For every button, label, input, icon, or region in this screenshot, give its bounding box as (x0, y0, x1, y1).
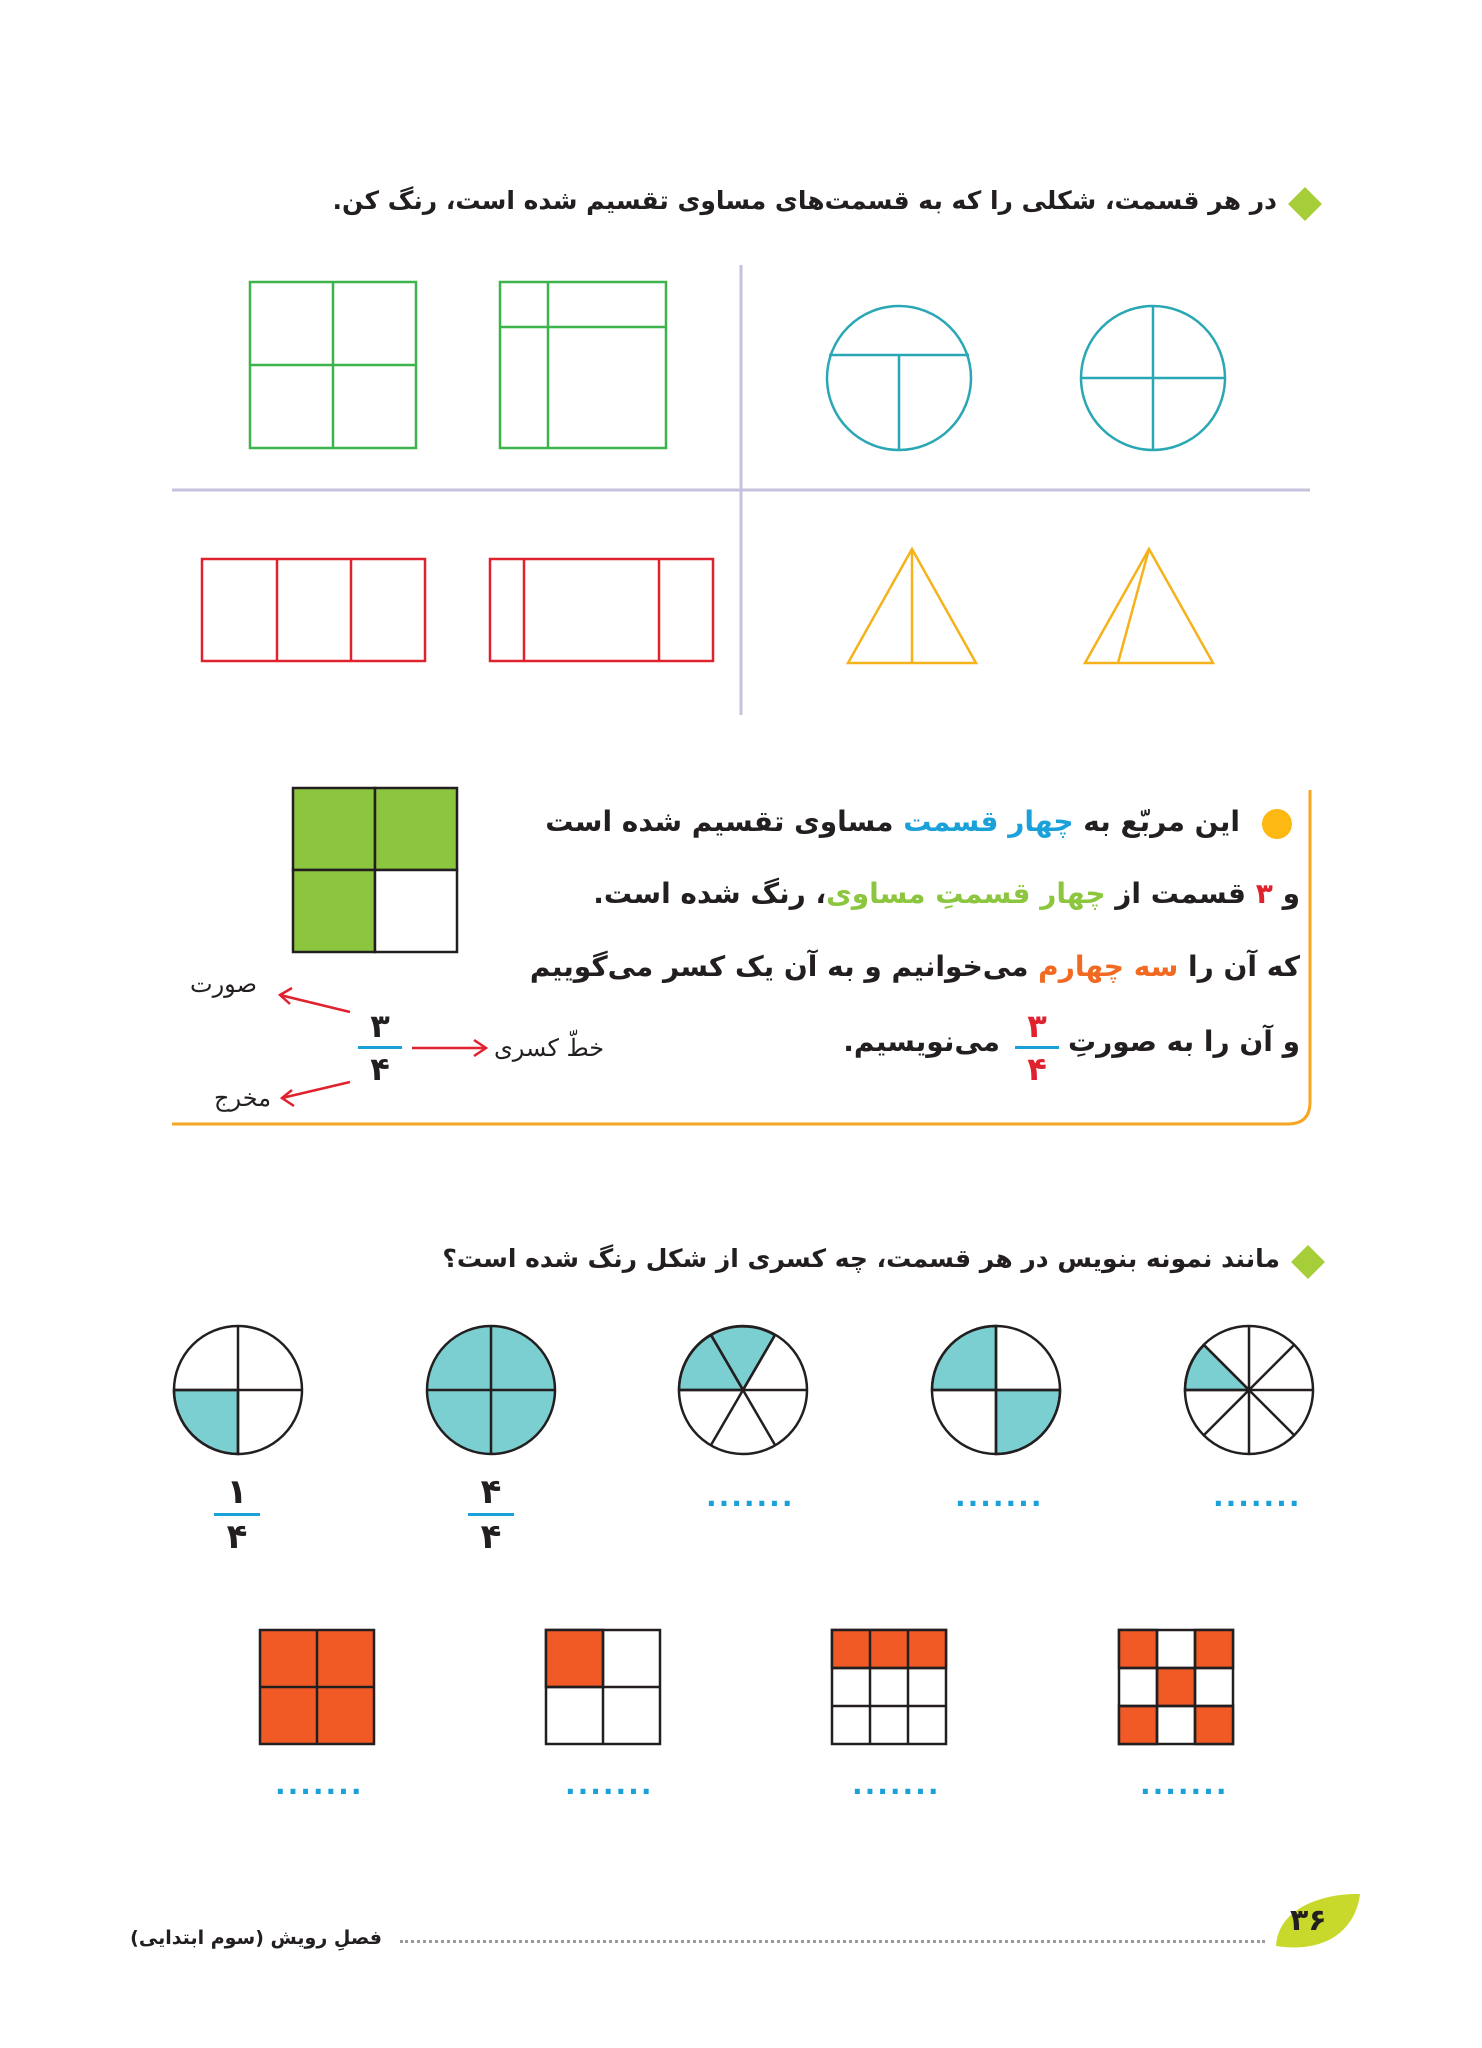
green-square-equal (250, 282, 416, 448)
circle-one-quarter (174, 1326, 302, 1454)
teal-circle-unequal (827, 306, 971, 450)
diamond-bullet-icon (1288, 187, 1322, 221)
diagram-fraction: ۳ ۴ (358, 1010, 402, 1085)
square-one-of-four (546, 1630, 660, 1744)
orange-circle-bullet-icon (1262, 809, 1292, 839)
answer-blank-circle-5[interactable]: ....... (1213, 1480, 1302, 1513)
answer-blank-square-3[interactable]: ....... (852, 1768, 941, 1801)
section1-instruction: در هر قسمت، شکلی را که به قسمت‌های مساوی تقسیم شده است، رنگ کن. (332, 186, 1277, 215)
circle-eighths (1185, 1326, 1313, 1454)
answer-blank-circle-4[interactable]: ....... (955, 1480, 1044, 1513)
answer-circle-1: ۱ ۴ (214, 1475, 260, 1554)
section2-instruction: مانند نمونه بنویس در هر قسمت، چه کسری از شکل رنگ شده است؟ (442, 1244, 1280, 1273)
info-line-1: این مربّع به چهار قسمت مساوی تقسیم شده است (545, 805, 1240, 838)
numerator-label: صورت (190, 970, 257, 998)
fraction-bar-label: خطّ کسری (494, 1034, 605, 1062)
green-square-unequal (500, 282, 666, 448)
answer-circle-2: ۴ ۴ (468, 1475, 514, 1554)
footer-dotted-line (400, 1940, 1265, 1943)
answer-blank-square-2[interactable]: ....... (565, 1768, 654, 1801)
square-three-of-nine (832, 1630, 946, 1744)
circle-sixths (679, 1326, 807, 1454)
info-line-4b: می‌نویسیم. (843, 1025, 1000, 1058)
info-line-4a: و آن را به صورتِ (1068, 1025, 1300, 1058)
denominator-label: مخرج (214, 1084, 272, 1112)
square-five-of-nine (1119, 1630, 1233, 1744)
circle-four-quarters (427, 1326, 555, 1454)
yellow-triangle-unequal (1085, 549, 1213, 663)
answer-blank-square-4[interactable]: ....... (1140, 1768, 1229, 1801)
info-line-3: که آن را سه چهارم می‌خوانیم و به آن یک کسر می‌گوییم (529, 950, 1300, 983)
diamond-bullet-icon (1291, 1245, 1325, 1279)
circle-two-quarters (932, 1326, 1060, 1454)
answer-blank-square-1[interactable]: ....... (275, 1768, 364, 1801)
example-square (293, 788, 457, 952)
teal-circle-equal (1081, 306, 1225, 450)
square-four-of-four (260, 1630, 374, 1744)
red-rect-equal (202, 559, 425, 661)
red-rect-unequal (490, 559, 713, 661)
footer-chapter: فصلِ رویش (سوم ابتدایی) (130, 1927, 382, 1949)
info-line-2: و ۳ قسمت از چهار قسمتِ مساوی، رنگ شده است. (593, 877, 1300, 910)
page-number: ۳۶ (1290, 1903, 1327, 1938)
info-fraction: ۳ ۴ (1015, 1010, 1059, 1085)
yellow-triangle-equal (848, 549, 976, 663)
answer-blank-circle-3[interactable]: ....... (706, 1480, 795, 1513)
